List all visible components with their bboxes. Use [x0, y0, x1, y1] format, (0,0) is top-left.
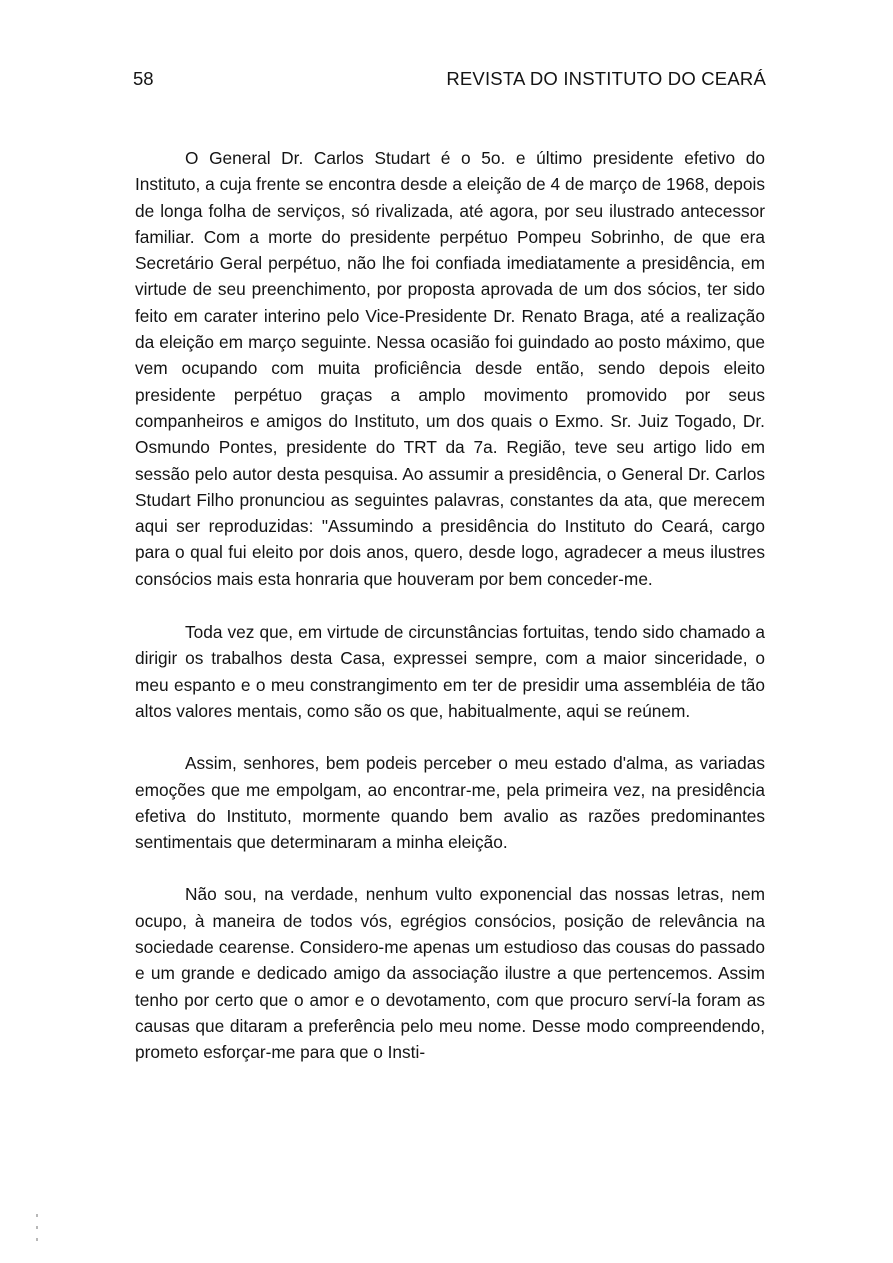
running-title: REVISTA DO INSTITUTO DO CEARÁ — [446, 68, 766, 89]
scan-mark — [36, 1226, 38, 1229]
paragraph-1: O General Dr. Carlos Studart é o 5o. e último presidente efetivo do Instituto, a cuja frente se encontra desde a eleição de 4 de março de 1968, depois de longa folha de serviços, só rivalizada, até agora, por seu ilustrado antecessor familiar. Com a morte do presidente perpétuo Pompeu Sobrinho, de que era Secretário Geral perpétuo, não lhe foi confiada imediatamente a presidência, em virtude de seu preenchimento, por proposta aprovada de um dos sócios, ter sido feito em carater interino pelo Vice-Presidente Dr. Renato Braga, até a realização da eleição em março seguinte. Nessa ocasião foi guindado ao posto máximo, que vem ocupando com muita proficiência desde então, sendo depois eleito presidente perpétuo graças a amplo movimento promovido por seus companheiros e amigos do Instituto, um dos quais o Exmo. Sr. Juiz Togado, Dr. Osmundo Pontes, presidente do TRT da 7a. Região, teve seu artigo lido em sessão pelo autor desta pesquisa. Ao assumir a presidência, o General Dr. Carlos Studart Filho pronunciou as seguintes palavras, constantes da ata, que merecem aqui ser reproduzidas: "Assumindo a presidência do Instituto do Ceará, cargo para o qual fui eleito por dois anos, quero, desde logo, agradecer a meus ilustres consócios mais esta honraria que houveram por bem conceder-me. — [135, 148, 765, 589]
paragraph-4: Não sou, na verdade, nenhum vulto exponencial das nossas letras, nem ocupo, à maneira de todos vós, egrégios consócios, posição de relevância na sociedade cearense. Considero-me apenas um estudioso das cousas do passado e um grande e dedicado amigo da associação ilustre a que pertencemos. Assim tenho por certo que o amor e o devotamento, com que procuro serví-la foram as causas que ditaram a preferência pelo meu nome. Desse modo compreendendo, prometo esforçar-me para que o Insti- — [135, 884, 765, 1063]
paragraph-3: Assim, senhores, bem podeis perceber o meu estado d'alma, as variadas emoções que me empolgam, ao encontrar-me, pela primeira vez, na presidência efetiva do Instituto, mormente quando bem avalio as razões predominantes sentimentais que determinaram a minha eleição. — [135, 753, 765, 853]
page-number: 58 — [133, 68, 154, 89]
scan-mark — [36, 1214, 38, 1217]
body-text — [135, 145, 765, 1093]
scan-edge-marks — [36, 1214, 39, 1244]
paragraph-2: Toda vez que, em virtude de circunstâncias fortuitas, tendo sido chamado a dirigir os trabalhos desta Casa, expressei sempre, com a maior sinceridade, o meu espanto e o meu constrangimento em ter de presidir uma assembléia de tão altos valores mentais, como são os que, habitualmente, aqui se reúnem. — [135, 622, 765, 721]
page-header — [133, 64, 766, 94]
scan-mark — [36, 1238, 38, 1241]
